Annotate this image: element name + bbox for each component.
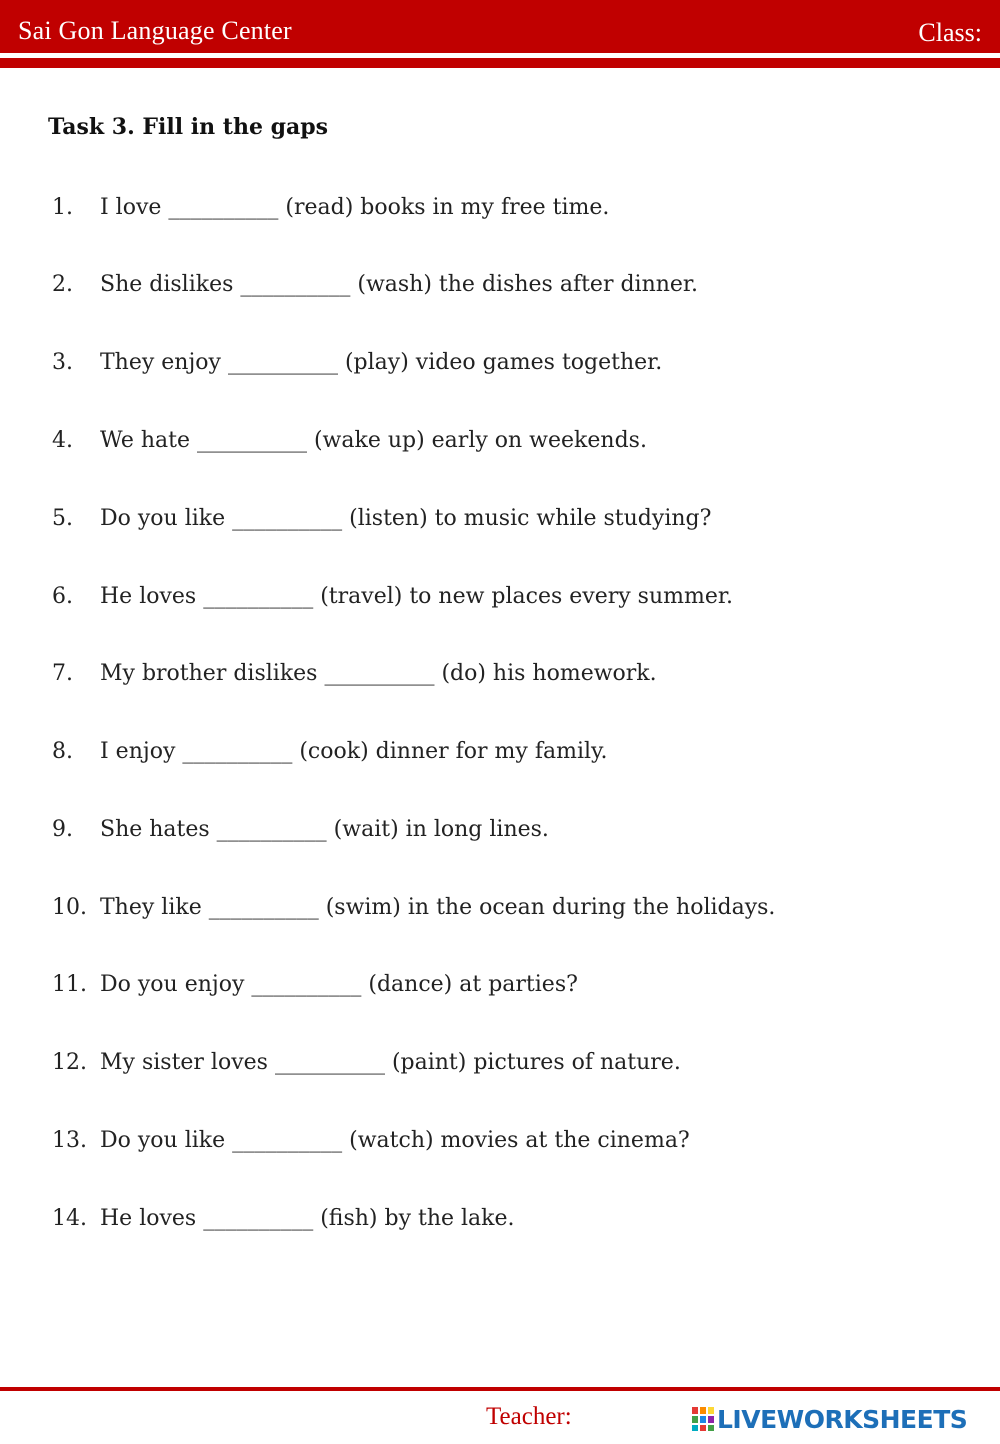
- question-item: [52, 428, 647, 453]
- question-item: [52, 817, 549, 842]
- question-item: [52, 739, 608, 764]
- question-text: I enjoy __________ (cook) dinner for my family.: [100, 739, 608, 764]
- question-number: 12.: [52, 1050, 87, 1075]
- question-text: I love __________ (read) books in my free time.: [100, 195, 610, 220]
- liveworksheets-logo[interactable]: [692, 1403, 967, 1435]
- question-number: 5.: [52, 506, 73, 531]
- question-text: My sister loves __________ (paint) pictures of nature.: [100, 1050, 681, 1075]
- question-item: [52, 661, 657, 686]
- question-item: [52, 972, 578, 997]
- center-name: Sai Gon Language Center: [18, 16, 292, 45]
- question-number: 8.: [52, 739, 73, 764]
- liveworksheets-logo-icon: [692, 1407, 714, 1431]
- question-item: [52, 272, 698, 297]
- question-text: My brother dislikes __________ (do) his homework.: [100, 661, 657, 686]
- question-number: 6.: [52, 584, 73, 609]
- question-item: [52, 506, 711, 531]
- question-item: [52, 350, 662, 375]
- question-text: They like __________ (swim) in the ocean during the holidays.: [100, 895, 776, 920]
- task-title: Task 3. Fill in the gaps: [48, 114, 329, 140]
- question-text: He loves __________ (travel) to new places every summer.: [100, 584, 733, 609]
- question-item: [52, 584, 733, 609]
- question-text: Do you like __________ (listen) to music while studying?: [100, 506, 712, 531]
- question-number: 2.: [52, 272, 73, 297]
- question-number: 13.: [52, 1128, 87, 1153]
- question-text: Do you enjoy __________ (dance) at parties?: [100, 972, 578, 997]
- question-text: Do you like __________ (watch) movies at the cinema?: [100, 1128, 690, 1153]
- question-item: [52, 1128, 690, 1153]
- question-text: We hate __________ (wake up) early on weekends.: [100, 428, 647, 453]
- liveworksheets-logo-text: LIVEWORKSHEETS: [717, 1404, 968, 1434]
- question-number: 11.: [52, 972, 87, 997]
- question-number: 3.: [52, 350, 73, 375]
- footer-divider: [0, 1387, 1000, 1391]
- header-divider: [0, 58, 1000, 68]
- question-number: 4.: [52, 428, 73, 453]
- question-number: 7.: [52, 661, 73, 686]
- question-text: They enjoy __________ (play) video games together.: [100, 350, 663, 375]
- teacher-label: Teacher:: [486, 1403, 572, 1430]
- question-item: [52, 1206, 515, 1231]
- question-item: [52, 195, 609, 220]
- question-number: 9.: [52, 817, 73, 842]
- question-item: [52, 1050, 681, 1075]
- question-number: 10.: [52, 895, 87, 920]
- class-label: Class:: [918, 18, 982, 47]
- question-text: He loves __________ (fish) by the lake.: [100, 1206, 515, 1231]
- question-number: 1.: [52, 195, 73, 220]
- question-number: 14.: [52, 1206, 87, 1231]
- question-text: She dislikes __________ (wash) the dishes after dinner.: [100, 272, 699, 297]
- question-text: She hates __________ (wait) in long lines.: [100, 817, 549, 842]
- question-item: [52, 895, 775, 920]
